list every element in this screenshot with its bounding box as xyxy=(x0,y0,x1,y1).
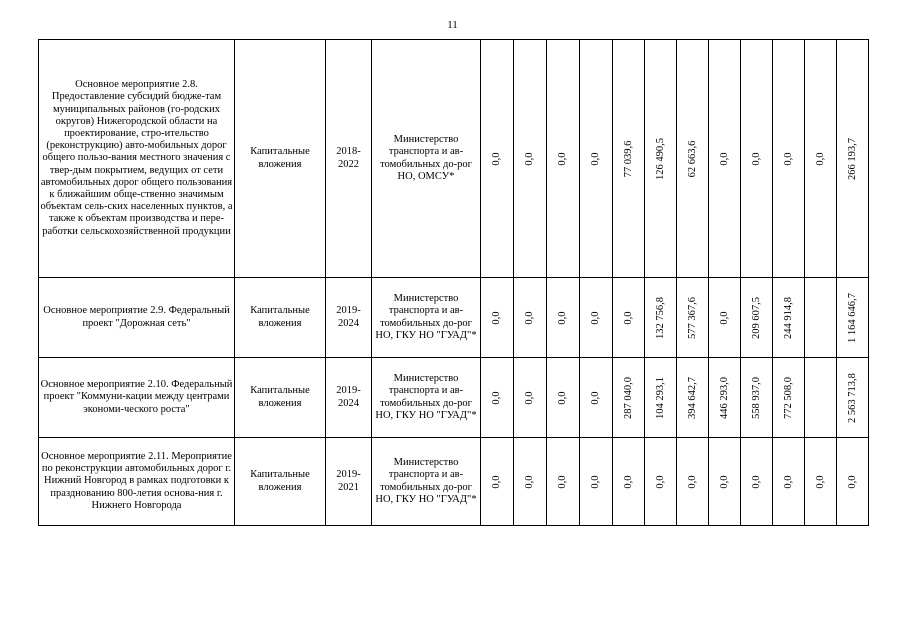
funding-value: 0,0 xyxy=(589,474,601,489)
funding-value-cell xyxy=(613,358,645,438)
period-cell: 2019-2024 xyxy=(326,358,372,438)
funding-value: 0,0 xyxy=(782,474,794,489)
funding-value: 0,0 xyxy=(718,151,730,166)
executor-cell: Министерство транспорта и ав-томобильных до-рог НО, ГКУ НО "ГУАД"* xyxy=(372,438,481,526)
funding-value: 77 039,6 xyxy=(622,140,634,177)
expense-type-cell: Капитальные вложения xyxy=(235,278,326,358)
funding-value: 0,0 xyxy=(490,390,502,405)
activity-name-cell: Основное мероприятие 2.8. Предоставление субсидий бюдже-там муниципальных районов (го-родских округов) Нижегородской области на проектирование, стро-ительство (реконструкцию) авто-мобильных дорог общего пользо-вания местного значения с твер-дым покрытием, ведущих от сети автомобильных дорог общего пользования к ближайшим обще-ственно значимым объектам сель-ских населенных пунктов, а также к объектам производства и пере-работки сельскохозяйственной продукции xyxy=(39,40,235,278)
funding-value-cell xyxy=(645,278,677,358)
funding-value: 0,0 xyxy=(556,474,568,489)
funding-value-cell xyxy=(741,358,773,438)
activity-name-cell: Основное мероприятие 2.9. Федеральный проект "Дорожная сеть" xyxy=(39,278,235,358)
funding-value-cell xyxy=(741,278,773,358)
funding-value-cell xyxy=(773,278,805,358)
funding-value: 0,0 xyxy=(750,151,762,166)
funding-value: 0,0 xyxy=(589,310,601,325)
funding-value-cell xyxy=(547,438,580,526)
funding-value-cell xyxy=(805,438,837,526)
funding-value: 1 164 646,7 xyxy=(846,292,858,343)
funding-value: 244 914,8 xyxy=(782,296,794,339)
funding-value: 0,0 xyxy=(782,151,794,166)
table-row xyxy=(39,40,869,278)
funding-value-cell xyxy=(481,358,514,438)
funding-value: 0,0 xyxy=(556,310,568,325)
funding-value: 0,0 xyxy=(523,474,535,489)
funding-value: 0,0 xyxy=(814,151,826,166)
funding-value: 558 937,0 xyxy=(750,376,762,419)
table-row xyxy=(39,278,869,358)
funding-value-cell xyxy=(514,40,547,278)
funding-value: 0,0 xyxy=(686,474,698,489)
funding-value: 0,0 xyxy=(523,151,535,166)
funding-value: 0,0 xyxy=(846,474,858,489)
expense-type-cell: Капитальные вложения xyxy=(235,438,326,526)
funding-value-cell xyxy=(677,438,709,526)
executor-cell: Министерство транспорта и ав-томобильных до-рог НО, ОМСУ* xyxy=(372,40,481,278)
funding-value: 0,0 xyxy=(589,390,601,405)
funding-value: 0,0 xyxy=(654,474,666,489)
funding-value-cell xyxy=(773,438,805,526)
funding-value-cell xyxy=(613,438,645,526)
executor-cell: Министерство транспорта и ав-томобильных до-рог НО, ГКУ НО "ГУАД"* xyxy=(372,278,481,358)
funding-value-cell xyxy=(547,278,580,358)
funding-value: 0,0 xyxy=(490,151,502,166)
funding-value-cell xyxy=(645,438,677,526)
funding-value-cell xyxy=(773,40,805,278)
expense-type-cell: Капитальные вложения xyxy=(235,358,326,438)
funding-value-cell xyxy=(677,40,709,278)
funding-value: 0,0 xyxy=(750,474,762,489)
activity-name-cell: Основное мероприятие 2.11. Мероприятие по реконструкции автомобильных дорог г. Нижний Новгород в рамках подготовки к празднованию 800-летия основа-ния г. Нижнего Новгорода xyxy=(39,438,235,526)
funding-value-cell xyxy=(677,278,709,358)
funding-value-cell xyxy=(481,278,514,358)
period-cell: 2019-2021 xyxy=(326,438,372,526)
table-row xyxy=(39,438,869,526)
funding-value-cell xyxy=(741,438,773,526)
funding-value: 0,0 xyxy=(718,474,730,489)
funding-value-cell xyxy=(580,438,613,526)
funding-value: 0,0 xyxy=(556,390,568,405)
funding-value: 0,0 xyxy=(490,474,502,489)
funding-value: 394 642,7 xyxy=(686,376,698,419)
page-number: 11 xyxy=(447,19,458,31)
funding-value: 209 607,5 xyxy=(750,296,762,339)
funding-value: 2 563 713,8 xyxy=(846,372,858,423)
funding-value-cell xyxy=(514,438,547,526)
funding-value-cell xyxy=(547,358,580,438)
funding-value: 0,0 xyxy=(556,151,568,166)
funding-value-cell xyxy=(580,278,613,358)
funding-value-cell xyxy=(613,40,645,278)
funding-value-cell xyxy=(837,40,869,278)
funding-value-cell xyxy=(613,278,645,358)
funding-value: 0,0 xyxy=(814,474,826,489)
funding-value-cell xyxy=(677,358,709,438)
funding-value-cell xyxy=(580,358,613,438)
funding-value: 0,0 xyxy=(523,390,535,405)
funding-value: 104 293,1 xyxy=(654,376,666,419)
funding-value: 446 293,0 xyxy=(718,376,730,419)
funding-value: 126 490,5 xyxy=(654,137,666,180)
activity-name-cell: Основное мероприятие 2.10. Федеральный проект "Коммуни-кации между центрами экономи-ческого роста" xyxy=(39,358,235,438)
funding-value: 0,0 xyxy=(622,310,634,325)
funding-value-cell xyxy=(837,358,869,438)
funding-value: 772 508,0 xyxy=(782,376,794,419)
funding-value: 0,0 xyxy=(589,151,601,166)
funding-value-cell xyxy=(837,278,869,358)
funding-value: 62 663,6 xyxy=(686,140,698,177)
funding-value-cell xyxy=(709,438,741,526)
executor-cell: Министерство транспорта и ав-томобильных до-рог НО, ГКУ НО "ГУАД"* xyxy=(372,358,481,438)
funding-value-cell xyxy=(805,278,837,358)
period-cell: 2018-2022 xyxy=(326,40,372,278)
funding-value-cell xyxy=(709,278,741,358)
funding-value-cell xyxy=(481,438,514,526)
period-cell: 2019-2024 xyxy=(326,278,372,358)
funding-value-cell xyxy=(805,358,837,438)
expense-type-cell: Капитальные вложения xyxy=(235,40,326,278)
funding-value-cell xyxy=(481,40,514,278)
funding-value: 577 367,6 xyxy=(686,296,698,339)
funding-value: 0,0 xyxy=(622,474,634,489)
funding-value: 287 040,0 xyxy=(622,376,634,419)
funding-value-cell xyxy=(837,438,869,526)
funding-value-cell xyxy=(645,358,677,438)
funding-value-cell xyxy=(580,40,613,278)
funding-value-cell xyxy=(805,40,837,278)
funding-value: 132 756,8 xyxy=(654,296,666,339)
funding-value-cell xyxy=(709,40,741,278)
table-row xyxy=(39,358,869,438)
funding-value: 0,0 xyxy=(490,310,502,325)
funding-value: 0,0 xyxy=(718,310,730,325)
funding-value-cell xyxy=(547,40,580,278)
funding-value-cell xyxy=(773,358,805,438)
funding-value-cell xyxy=(514,358,547,438)
funding-value: 266 193,7 xyxy=(846,137,858,180)
funding-value-cell xyxy=(514,278,547,358)
funding-value-cell xyxy=(741,40,773,278)
program-activities-table xyxy=(38,39,869,526)
funding-value-cell xyxy=(709,358,741,438)
funding-value-cell xyxy=(645,40,677,278)
funding-value: 0,0 xyxy=(523,310,535,325)
